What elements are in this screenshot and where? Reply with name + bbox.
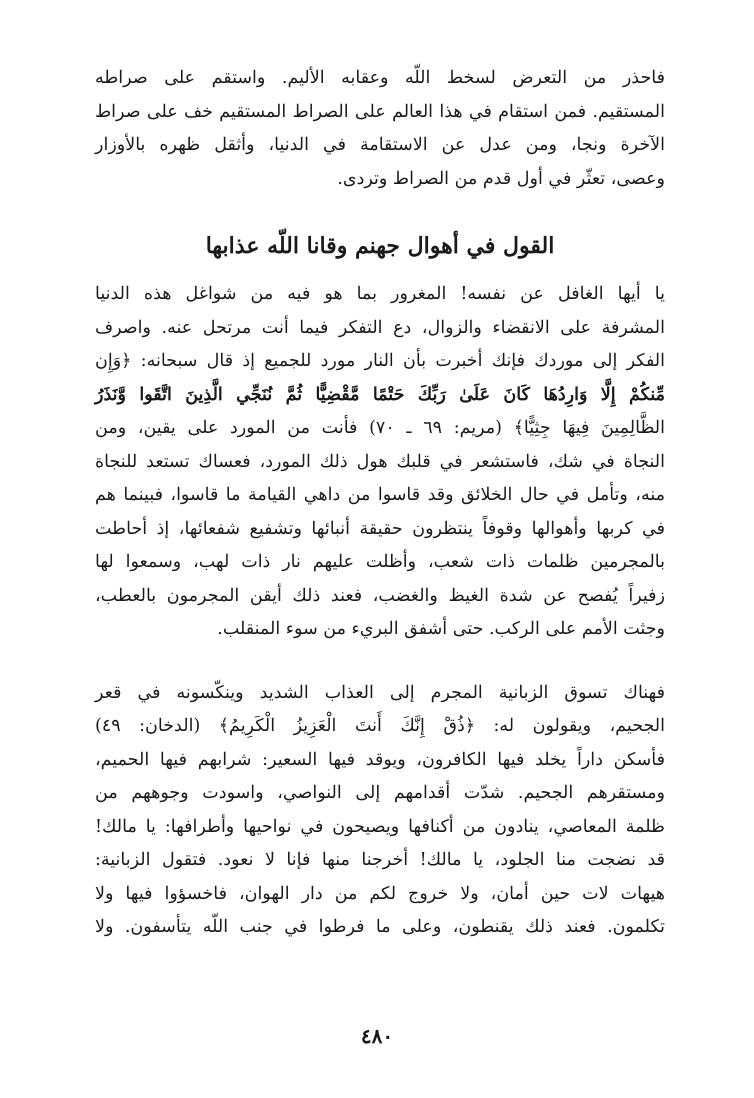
page-number: ٤٨٠ [360, 1024, 394, 1048]
quran-verse-line: مِّنكُمْ إِلَّا وَارِدُهَا كَانَ عَلَىٰ رَبِّكَ حَتْمًا مَّقْضِيًّا ثُمَّ نُنَجِّي الَّذِينَ اتَّقَوا وَّنَذَرُ [95, 384, 665, 405]
text-line: قد نضجت منا الجلود، يا مالك! أخرجنا منها فإنا لا نعود. فتقول الزبانية: [95, 850, 665, 870]
paragraph-warning [95, 62, 665, 196]
text-line: وجثت الأمم على الركب. حتى أشفق البريء من سوء المنقلب. [217, 619, 665, 639]
text-line: المشرفة على الانقضاء والزوال، دع التفكر فيما أنت مرتحل عنه. واصرف [95, 317, 665, 338]
text-line: فهناك تسوق الزبانية المجرم إلى العذاب الشديد وينكّسونه في قعر [95, 682, 665, 703]
text-line: هيهات لات حين أمان، ولا خروج لكم من دار الهوان، فاخسؤوا فيها ولا [95, 883, 665, 904]
text-line: يا أيها الغافل عن نفسه! المغرور بما هو فيه من شواغل هذه الدنيا [95, 284, 665, 304]
text-line: في كربها وأهوالها وقوفاً ينتظرون حقيقة أنبائها وتشفيع شفعائها، إذ أحاطت [95, 518, 665, 539]
text-line: الجحيم، ويقولون له: ﴿ذُقْ إِنَّكَ أَنتَ الْعَزِيزُ الْكَرِيمُ﴾ (الدخان: ٤٩) [95, 716, 665, 736]
text-line: النجاة في شك، فاستشعر في قلبك هول ذلك المورد، فعساك تستعد للنجاة [95, 451, 665, 472]
text-line: وعصى، تعثّر في أول قدم من الصراط وتردى. [337, 168, 665, 189]
page-body [95, 62, 665, 945]
text-line: ظلمة المعاصي، ينادون من أكنافها ويصيحون في نواحيها وأطرافها: يا مالك! [95, 816, 665, 837]
text-line: بالمجرمين ظلمات ذات شعب، وأظلت عليهم نار ذات لهب، وسمعوا لها [95, 552, 665, 572]
text-line: الظَّالِمِينَ فِيهَا جِثِيًّا﴾ (مريم: ٦٩ ـ ٧٠) فأنت من المورد على يقين، ومن [95, 418, 665, 438]
text-line: زفيراً يُفصح عن شدة الغيظ والغضب، فعند ذلك أيقن المجرمون بالعطب، [95, 585, 665, 606]
paragraph-hell [95, 677, 665, 945]
section-heading: القول في أهوال جهنم وقانا اللّه عذابها [205, 233, 555, 259]
text-line: تكلمون. فعند ذلك يقنطون، وعلى ما فرطوا في جنب اللّه يتأسفون. ولا [95, 917, 665, 937]
paragraph-intro [95, 278, 665, 647]
text-line: الفكر إلى موردك فإنك أخبرت بأن النار مورد للجميع إذ قال سبحانه: ﴿وَإِن [95, 351, 665, 371]
text-line: منه، وتأمل في حال الخلائق وقد قاسوا من داهي القيامة ما قاسوا، فبينما هم [95, 485, 665, 505]
text-line: فأسكن داراً يخلد فيها الكافرون، ويوقد فيها السعير: شرابهم فيها الحميم، [95, 749, 665, 770]
paragraph-gap [95, 647, 665, 677]
text-line: ومستقرهم الجحيم. شدّت أقدامهم إلى النواصي، واسودت وجوههم من [95, 783, 665, 803]
text-line: الآخرة ونجا، ومن عدل عن الاستقامة في الدنيا، وأثقل ظهره بالأوزار [95, 135, 665, 155]
text-line: المستقيم. فمن استقام في هذا العالم على الصراط المستقيم خف على صراط [95, 101, 665, 122]
text-line: فاحذر من التعرض لسخط اللّه وعقابه الأليم. واستقم على صراطه [95, 68, 665, 88]
